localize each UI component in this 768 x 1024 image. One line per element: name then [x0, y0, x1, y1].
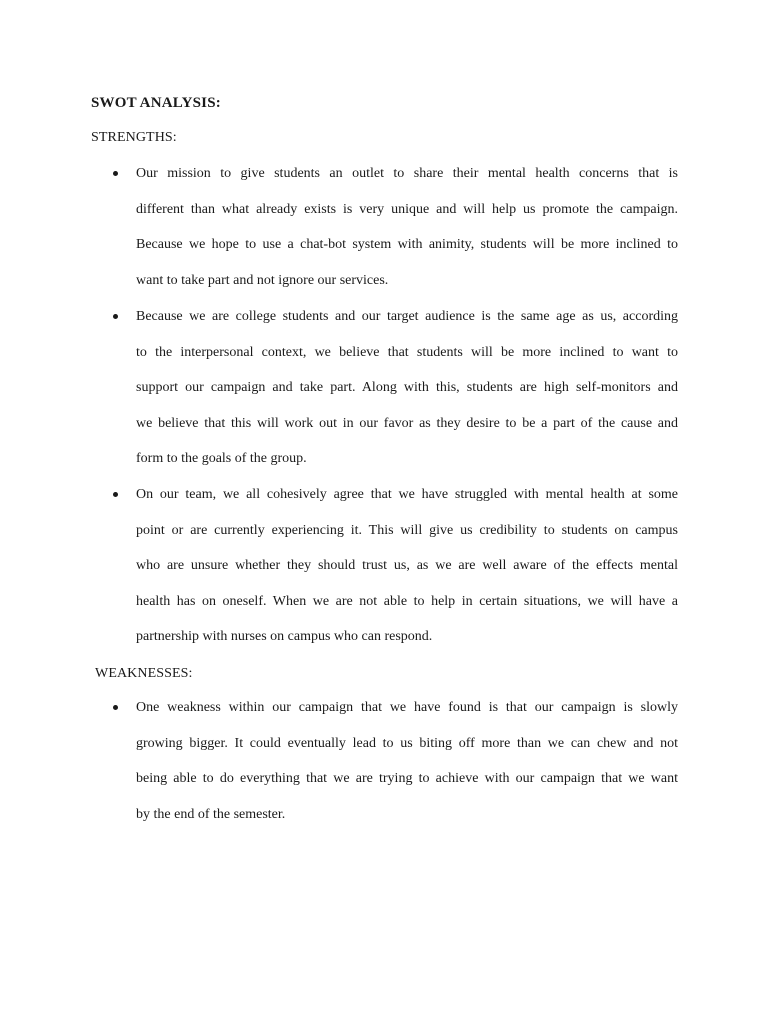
strength-item-text	[136, 477, 678, 655]
text-line: want to take part and not ignore our services.	[136, 272, 389, 288]
bullet-icon	[113, 492, 118, 497]
text-line: form to the goals of the group.	[136, 451, 307, 467]
text-line: different than what already exists is very unique and will help us promote the campaign.	[136, 201, 678, 217]
strength-item-text	[136, 299, 678, 477]
strength-item-3	[0, 485, 768, 663]
bullet-icon	[113, 314, 118, 319]
strengths-list	[0, 164, 768, 663]
text-line: Because we are college students and our target audience is the same age as us, according	[136, 309, 678, 324]
strength-item-1	[0, 164, 768, 307]
text-line: point or are currently experiencing it. This will give us credibility to students on campus	[136, 522, 678, 538]
text-line: support our campaign and take part. Along with this, students are high self-monitors and	[136, 380, 678, 396]
bullet-icon	[113, 171, 118, 176]
strength-item-text	[136, 156, 678, 298]
weaknesses-heading: WEAKNESSES:	[95, 666, 193, 681]
text-line: who are unsure whether they should trust us, as we are well aware of the effects mental	[136, 558, 678, 574]
text-line: to the interpersonal context, we believe that students will be more inclined to want to	[136, 344, 678, 360]
weakness-item-1	[0, 698, 768, 841]
text-line: by the end of the semester.	[136, 806, 286, 822]
weaknesses-list	[0, 698, 768, 841]
text-line: growing bigger. It could eventually lead to us biting off more than we can chew and not	[136, 735, 678, 751]
bullet-icon	[113, 705, 118, 710]
text-line: being able to do everything that we are trying to achieve with our campaign that we want	[136, 771, 678, 787]
strengths-heading: STRENGTHS:	[91, 130, 177, 145]
strength-item-2	[0, 307, 768, 485]
text-line: Because we hope to use a chat-bot system with animity, students will be more inclined to	[136, 237, 678, 253]
text-line: partnership with nurses on campus who can respond.	[136, 629, 433, 645]
weakness-item-text	[136, 690, 678, 832]
text-line: we believe that this will work out in our favor as they desire to be a part of the cause and	[136, 415, 678, 431]
text-line: On our team, we all cohesively agree that we have struggled with mental health at some	[136, 487, 678, 502]
text-line: health has on oneself. When we are not able to help in certain situations, we will have a	[136, 593, 678, 609]
document-title: SWOT ANALYSIS:	[91, 95, 221, 111]
text-line: One weakness within our campaign that we have found is that our campaign is slowly	[136, 700, 678, 715]
text-line: Our mission to give students an outlet to share their mental health concerns that is	[136, 166, 678, 181]
